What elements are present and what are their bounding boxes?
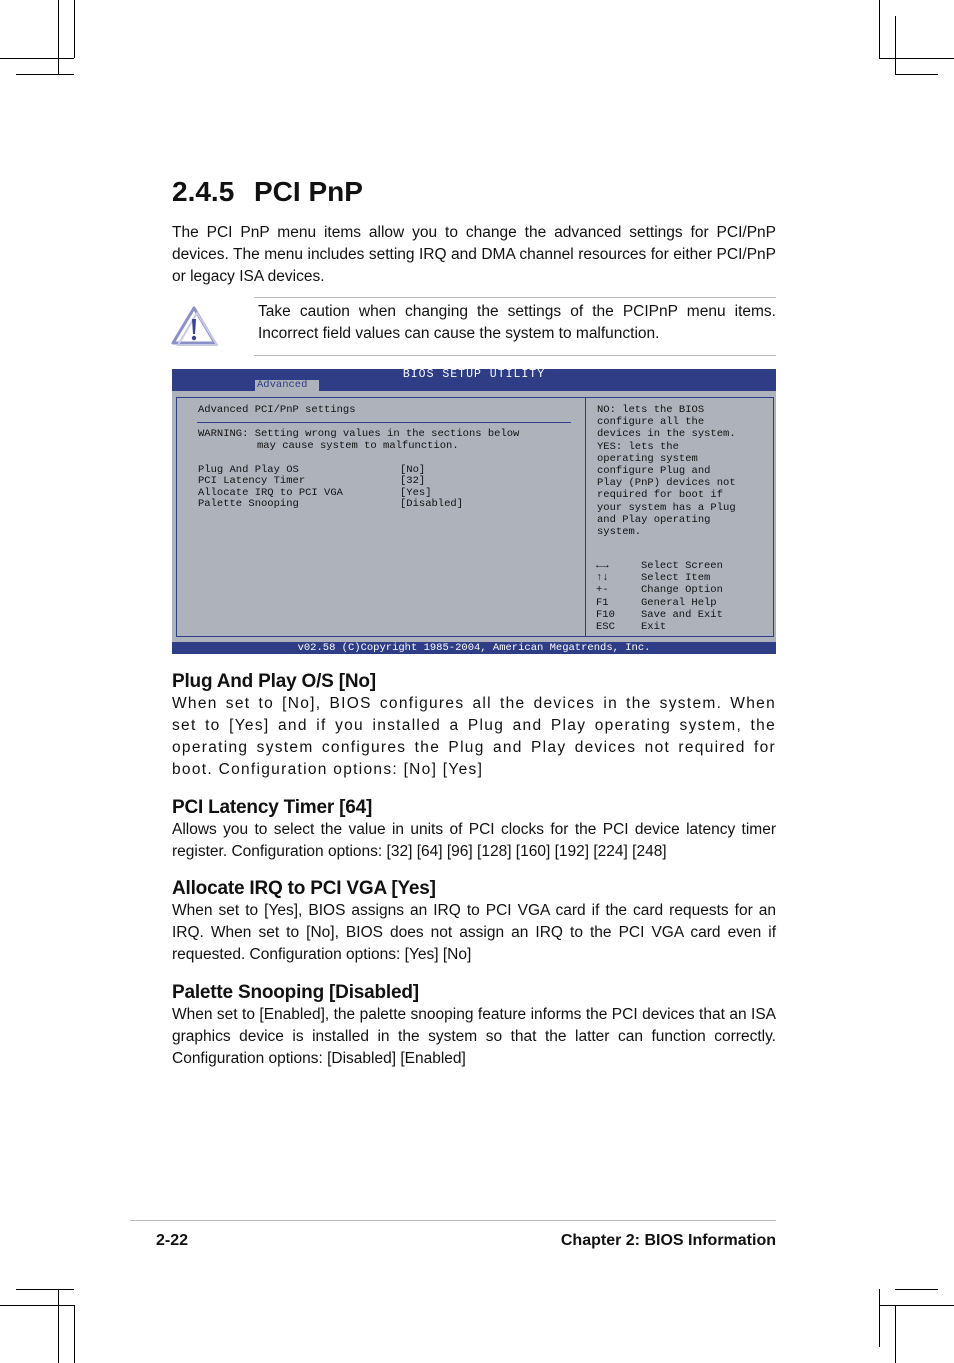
item-heading: PCI Latency Timer [64] xyxy=(172,797,373,818)
bios-setting-value[interactable]: [No] xyxy=(400,464,426,476)
bios-key-action: General Help xyxy=(641,596,717,609)
crop-mark xyxy=(0,58,74,59)
bios-help-line: and Play operating xyxy=(597,513,711,526)
crop-mark xyxy=(879,1305,954,1306)
bios-setting-value[interactable]: [Yes] xyxy=(400,486,432,499)
item-text: Allows you to select the value in units of PCI clocks for the PCI device latency timer register. Configuration options: [32] [64] [96] [128] [160] [192] [224] [248] xyxy=(172,821,776,860)
bios-key: +- xyxy=(596,584,609,597)
bios-key: F10 xyxy=(596,608,615,621)
crop-mark xyxy=(16,1289,74,1290)
bios-copyright: v02.58 (C)Copyright 1985-2004, American Megatrends, Inc. xyxy=(172,642,776,654)
item-text: When set to [No], BIOS configures all the devices in the system. When set to [Yes] and if you installed a Plug and Play operating system, the operating system configures the Plug and Play devices not required for boot. Configuration options: [No] [Yes] xyxy=(172,695,776,778)
crop-mark xyxy=(58,1289,59,1363)
item-heading: Allocate IRQ to PCI VGA [Yes] xyxy=(172,878,436,899)
crop-mark xyxy=(74,1305,75,1363)
bios-help-line: Play (PnP) devices not xyxy=(597,477,736,490)
section-title xyxy=(172,176,363,208)
bios-help-line: devices in the system. xyxy=(597,428,736,441)
page-number: 2-22 xyxy=(156,1232,189,1249)
bios-heading: Advanced PCI/PnP settings xyxy=(198,404,356,416)
bios-setting-label[interactable]: Allocate IRQ to PCI VGA xyxy=(198,486,343,499)
bios-help-line: operating system xyxy=(597,452,698,465)
section-name: PCI PnP xyxy=(254,176,363,207)
bios-help-line: required for boot if xyxy=(597,489,724,502)
crop-mark xyxy=(895,1305,896,1363)
bios-title: BIOS SETUP UTILITY xyxy=(402,368,546,381)
footer-rule xyxy=(130,1220,776,1221)
bios-key-action: Save and Exit xyxy=(641,608,723,621)
bios-setting-label[interactable]: PCI Latency Timer xyxy=(198,475,306,488)
caution-text: Take caution when changing the settings of the PCIPnP menu items. Incorrect field values can cause the system to malfunction. xyxy=(258,303,776,342)
bios-key-action: Exit xyxy=(641,621,667,633)
bios-key-action: Select Screen xyxy=(641,560,723,572)
section-number: 2.4.5 xyxy=(172,176,235,207)
item-heading: Plug And Play O/S [No] xyxy=(172,671,376,692)
crop-mark xyxy=(895,16,896,74)
crop-mark xyxy=(58,0,59,74)
bios-tab-advanced[interactable]: Advanced xyxy=(255,380,319,391)
bios-screenshot xyxy=(172,369,776,654)
crop-mark xyxy=(0,1305,74,1306)
crop-mark xyxy=(879,0,880,58)
bios-help-line: YES: lets the xyxy=(597,440,679,453)
bios-key: F1 xyxy=(596,596,609,609)
bios-key-action: Change Option xyxy=(641,584,723,597)
crop-mark xyxy=(74,0,75,58)
intro-paragraph: The PCI PnP menu items allow you to change the advanced settings for PCI/PnP devices. The menu includes setting IRQ and DMA channel resources for either PCI/PnP or legacy ISA devices. xyxy=(172,224,776,285)
bios-warning-line: WARNING: Setting wrong values in the sections below xyxy=(198,428,520,440)
bios-title-bar xyxy=(172,369,776,391)
warning-triangle-icon xyxy=(170,305,218,347)
crop-mark xyxy=(879,1289,880,1347)
item-heading: Palette Snooping [Disabled] xyxy=(172,982,419,1003)
bios-warning-line: may cause system to malfunction. xyxy=(257,440,459,452)
bios-key: ↑↓ xyxy=(596,572,609,585)
bios-setting-label[interactable]: Plug And Play OS xyxy=(198,464,299,476)
bios-setting-value[interactable]: [32] xyxy=(400,475,426,488)
crop-mark xyxy=(879,58,954,59)
item-text: When set to [Enabled], the palette snooping feature informs the PCI devices that an ISA graphics device is installed in the system so that the latter can function correctly. Configuration options: [Disabled] [Enabled] xyxy=(172,1006,776,1067)
bios-help-line: system. xyxy=(597,526,642,538)
bios-key-action: Select Item xyxy=(641,572,711,585)
bios-key: ESC xyxy=(596,621,615,633)
crop-mark xyxy=(895,74,938,75)
bios-help-line: configure Plug and xyxy=(597,465,711,477)
bios-key: ←→ xyxy=(596,560,609,572)
item-text: When set to [Yes], BIOS assigns an IRQ to PCI VGA card if the card requests for an IRQ. When set to [No], BIOS does not assign an IRQ to the PCI VGA card even if requested. Configuration options: [Yes] [No] xyxy=(172,902,776,963)
crop-mark xyxy=(16,74,74,75)
bios-setting-label[interactable]: Palette Snooping xyxy=(198,497,299,510)
bios-help-line: your system has a Plug xyxy=(597,501,736,514)
bios-separator xyxy=(197,422,571,423)
bios-help-panel xyxy=(585,397,774,637)
crop-mark xyxy=(895,1289,938,1290)
bios-setting-value[interactable]: [Disabled] xyxy=(400,497,464,510)
bios-help-line: configure all the xyxy=(597,416,705,429)
chapter-title: Chapter 2: BIOS Information xyxy=(560,1232,776,1249)
bios-help-line: NO: lets the BIOS xyxy=(597,404,705,416)
bios-settings-panel xyxy=(176,397,586,637)
